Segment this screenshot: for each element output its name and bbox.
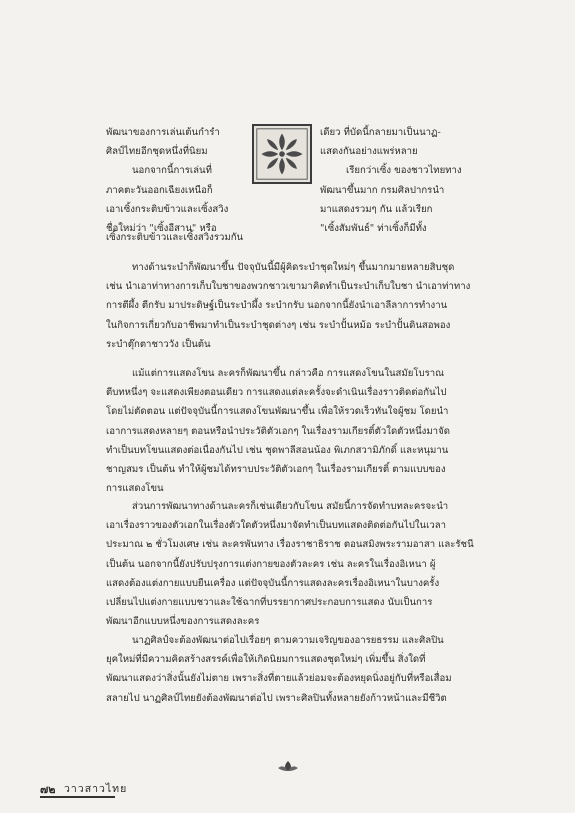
paragraph-line: พัฒนาแสดงว่าสิ่งนั้นยังไม่ตาย เพราะสิ่งที่ตายแล้วย่อมจะต้องหยุดนิ่งอยู่กับที่หรือเสื่อม xyxy=(106,673,452,685)
left-line: ภาคตะวันออกเฉียงเหนือก็ xyxy=(106,184,213,196)
left-line: พัฒนาของการเล่นเต้นกำรำ xyxy=(106,127,220,138)
paragraph-line: เอาการแสดงหลายๆ ตอนหรือนำประวัติตัวเอกๆ ในเรื่องรามเกียรติ์ตัวใดตัวหนึ่งมาจัด xyxy=(106,425,450,437)
paragraph-line: ประมาณ ๒ ชั่วโมงเศษ เช่น ละครพันทาง เรื่องราชาธิราช ตอนสมิงพระรามอาสา และรัชนี xyxy=(106,539,474,551)
right-line: แสดงกันอย่างแพร่หลาย xyxy=(320,146,418,158)
right-line: เรียกว่าเซิ้ง ของชาวไทยทาง xyxy=(346,165,462,177)
magazine-logo: วาวสาวไทย xyxy=(64,783,128,795)
paragraph-line: ทำเป็นบทโขนแสดงต่อเนื่องกันไป เช่น ชุดพาลีสอนน้อง พิเภกสวามิภักดิ์ และหนุมาน xyxy=(106,444,449,456)
paragraph-line: เช่น นำเอาท่าทางการเก็บใบชาของพวกชาวเขามาคิดทำเป็นระบำเก็บใบชา นำเอาท่าทาง xyxy=(106,281,471,293)
left-line: ชื่อใหม่ว่า "เซิ้งอีสาน" หรือ xyxy=(106,222,217,234)
thai-lotus-emblem-icon xyxy=(252,124,312,184)
paragraph xyxy=(106,364,506,498)
right-column xyxy=(320,123,475,238)
paragraph-line: ชาญสมร เป็นต้น ทำให้ผู้ชมได้ทราบประวัติตัวเอกๆ ในเรื่องรามเกียรติ์ ตามแบบของ xyxy=(106,463,446,475)
paragraph-line: ยุคใหม่ที่มีความคิดสร้างสรรค์เพื่อให้เกิดนิยมการแสดงชุดใหม่ๆ เพิ่มขึ้น สิ่งใดที่ xyxy=(106,654,426,666)
page-number: ๗๒ xyxy=(40,783,56,796)
left-line: ศิลป์ไทยอีกชุดหนึ่งที่นิยม xyxy=(106,146,208,158)
paragraph-line: แสดงต้องแต่งกายแบบยืนเครื่อง แต่ปัจจุบันนี้การแสดงละครเรื่องอิเหนาในบางครั้ง xyxy=(106,577,440,589)
right-line: มาแสดงรวมๆ กัน แล้วเรียก xyxy=(320,203,433,215)
left-line: นอกจากนี้การเล่นที่ xyxy=(132,165,212,177)
left-line: เอาเซิ้งกระติบข้าวและเซิ้งสวิง xyxy=(106,203,229,215)
paragraph-line: ส่วนการพัฒนาทางด้านละครก็เช่นเดียวกับโขน สมัยนี้การจัดทำบทละครจะนำ xyxy=(132,501,449,512)
paragraph-line: การตีผึ้ง ตีกรับ มาประดิษฐ์เป็นระบำผึ้ง ระบำกรับ นอกจากนี้ยังนำเอาลีลาการทำงาน xyxy=(106,300,448,312)
paragraph-line: ระบำตุ๊กตาชาววัง เป็นต้น xyxy=(106,338,211,350)
paragraph-line: ในกิจการเกี่ยวกับอาชีพมาทำเป็นระบำชุดต่างๆ เช่น ระบำปั้นหม้อ ระบำปั้นดินสอพอง xyxy=(106,319,451,331)
right-line: "เซิ้งสัมพันธ์" ท่าเซิ้งก็มีทั้ง xyxy=(320,222,427,234)
tail-line: เซิ้งกระติบข้าวและเซิ้งสวิงรวมกัน xyxy=(106,232,244,243)
paragraph-line: สลายไป นาฏศิลป์ไทยยังต้องพัฒนาต่อไป เพราะศิลปินทั้งหลายยังก้าวหน้าและมีชีวิต xyxy=(106,692,447,704)
paragraph-line: ทางด้านระบำก็พัฒนาขึ้น ปัจจุบันนี้มีผู้คิดระบำชุดใหม่ๆ ขึ้นมากมายหลายสิบชุด xyxy=(132,262,455,273)
paragraph-line: นาฏศิลป์จะต้องพัฒนาต่อไปเรื่อยๆ ตามความเจริญของอารยธรรม และศิลปิน xyxy=(132,635,444,646)
right-line: พัฒนาขึ้นมาก กรมศิลปากรนำ xyxy=(320,184,445,196)
left-column xyxy=(106,123,251,238)
paragraph xyxy=(106,631,506,708)
lotus-ornament-icon xyxy=(276,760,300,772)
paragraph-line: พัฒนาอีกแบบหนึ่งของการแสดงละคร xyxy=(106,616,260,628)
right-line: เดียว ที่บัดนี้กลายมาเป็นนาฏ- xyxy=(320,127,441,138)
footer-divider xyxy=(40,796,115,798)
paragraph xyxy=(106,497,506,631)
paragraph-line: เป็นต้น นอกจากนี้ยังปรับปรุงการแต่งกายของตัวละคร เช่น ละครในเรื่องอิเหนา ผู้ xyxy=(106,558,436,570)
paragraph-line: แม้แต่การแสดงโขน ละครก็พัฒนาขึ้น กล่าวคือ การแสดงโขนในสมัยโบราณ xyxy=(132,368,445,379)
paragraph-line: การแสดงโขน xyxy=(106,483,164,495)
paragraph xyxy=(106,258,506,354)
paragraph-line: โดยไม่ตัดตอน แต่ปัจจุบันนี้การแสดงโขนพัฒนาขึ้น เพื่อให้รวดเร็วทันใจผู้ชม โดยนำ xyxy=(106,406,449,418)
paragraph-line: เอาเรื่องราวของตัวเอกในเรื่องตัวใดตัวหนึ่งมาจัดทำเป็นบทแสดงติดต่อกันไปในเวลา xyxy=(106,520,447,532)
paragraph-line: ตีบทหนึ่งๆ จะแสดงเพียงตอนเดียว การแสดงแต่ละครั้งจะดำเนินเรื่องราวติดต่อกันไป xyxy=(106,387,447,399)
paragraph-line: เปลี่ยนไปแต่งกายแบบชวาและใช้ฉากที่บรรยากาศประกอบการแสดง นับเป็นการ xyxy=(106,596,433,608)
